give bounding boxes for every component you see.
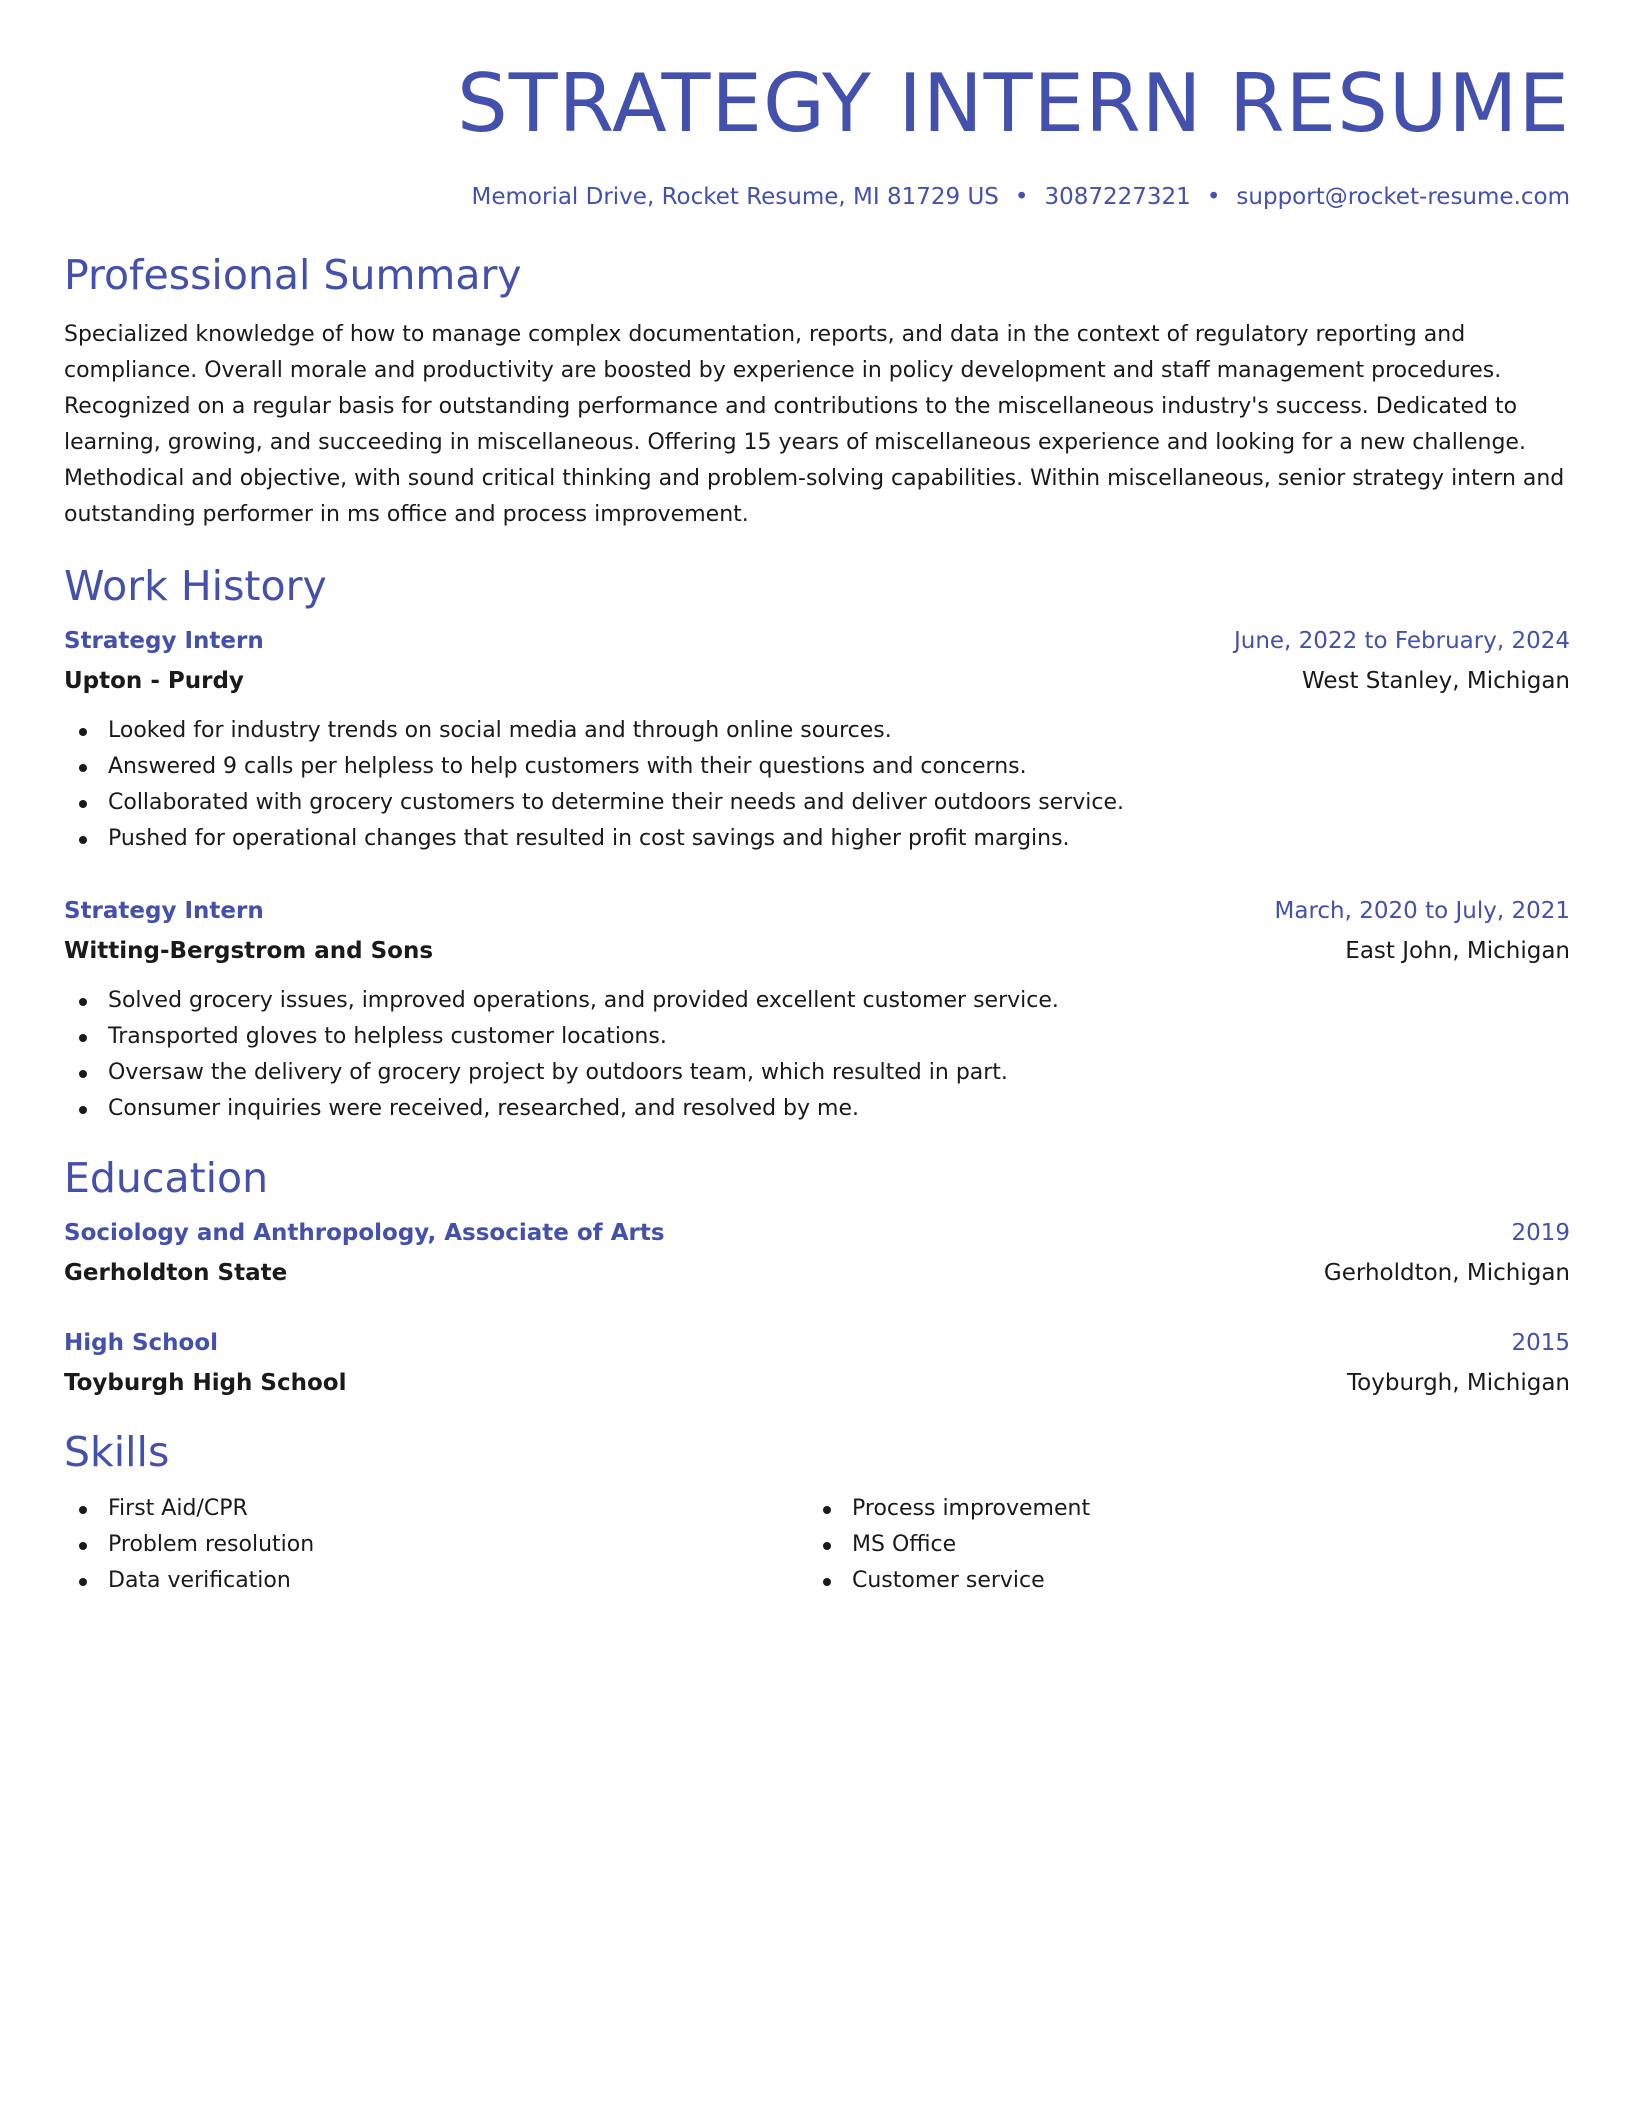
contact-address: Memorial Drive, Rocket Resume, MI 81729 US (471, 184, 999, 210)
education-school-row (64, 1253, 1570, 1293)
skill-item: MS Office (808, 1527, 1552, 1563)
education-location: Toyburgh, Michigan (1347, 1370, 1570, 1396)
list-item: Consumer inquiries were received, researched, and resolved by me. (64, 1091, 1570, 1127)
education-section (64, 1153, 1570, 1403)
skill-item: First Aid/CPR (64, 1491, 808, 1527)
skill-item: Customer service (808, 1563, 1552, 1599)
skills-columns (64, 1491, 1570, 1599)
job-location: West Stanley, Michigan (1301, 668, 1570, 694)
summary-text: Specialized knowledge of how to manage complex documentation, reports, and data in the context of regulatory reporting and compliance. Overall morale and productivity are boosted by experience in policy development and staff management procedures. Recognized on a regular basis for outstanding performance and contributions to the miscellaneous industry's success. Dedicated to learning, growing, and succeeding in miscellaneous. Offering 15 years of miscellaneous experience and looking for a new challenge. Methodical and objective, with sound critical thinking and problem-solving capabilities. Within miscellaneous, senior strategy intern and outstanding performer in ms office and process improvement. (64, 322, 1565, 527)
resume-title: STRATEGY INTERN RESUME (457, 57, 1570, 150)
section-heading-summary: Professional Summary (64, 251, 522, 299)
education-entry (64, 1323, 1570, 1403)
education-degree: High School (64, 1330, 219, 1356)
education-degree: Sociology and Anthropology, Associate of Arts (64, 1220, 665, 1246)
list-item: Transported gloves to helpless customer locations. (64, 1019, 1570, 1055)
list-item: Oversaw the delivery of grocery project by outdoors team, which resulted in part. (64, 1055, 1570, 1091)
skill-item: Process improvement (808, 1491, 1552, 1527)
education-year: 2019 (1511, 1220, 1570, 1246)
education-school-row (64, 1363, 1570, 1403)
job-title-row (64, 891, 1570, 931)
job-bullets (64, 983, 1570, 1127)
education-school: Gerholdton State (64, 1260, 288, 1286)
skills-section (64, 1427, 1570, 1599)
skills-list-left (64, 1491, 808, 1599)
education-location: Gerholdton, Michigan (1323, 1260, 1570, 1286)
job-dates: March, 2020 to July, 2021 (1274, 898, 1570, 924)
job-company-row (64, 931, 1570, 971)
education-school: Toyburgh High School (64, 1370, 347, 1396)
list-item: Looked for industry trends on social media and through online sources. (64, 713, 1570, 749)
contact-separator: • (1014, 184, 1029, 210)
contact-phone: 3087227321 (1044, 184, 1191, 210)
work-history-section (64, 561, 1570, 1127)
job-title-row (64, 621, 1570, 661)
job-role: Strategy Intern (64, 898, 264, 924)
contact-separator: • (1206, 184, 1221, 210)
professional-summary-section (64, 250, 1570, 533)
education-degree-row (64, 1323, 1570, 1363)
education-year: 2015 (1511, 1330, 1570, 1356)
job-dates: June, 2022 to February, 2024 (1233, 628, 1570, 654)
contact-line (64, 182, 1570, 212)
list-item: Answered 9 calls per helpless to help customers with their questions and concerns. (64, 749, 1570, 785)
resume-header (64, 0, 1570, 212)
section-heading-skills: Skills (64, 1428, 170, 1476)
list-item: Solved grocery issues, improved operations, and provided excellent customer service. (64, 983, 1570, 1019)
education-degree-row (64, 1213, 1570, 1253)
resume-page (64, 0, 1570, 2112)
job-company: Upton - Purdy (64, 668, 244, 694)
list-item: Collaborated with grocery customers to determine their needs and deliver outdoors service. (64, 785, 1570, 821)
job-entry (64, 891, 1570, 1127)
skills-list-right (808, 1491, 1552, 1599)
education-entry (64, 1213, 1570, 1293)
list-item: Pushed for operational changes that resulted in cost savings and higher profit margins. (64, 821, 1570, 857)
job-role: Strategy Intern (64, 628, 264, 654)
section-heading-work: Work History (64, 562, 327, 610)
job-entry (64, 621, 1570, 857)
section-heading-education: Education (64, 1154, 269, 1202)
contact-email: support@rocket-resume.com (1236, 184, 1570, 210)
job-company-row (64, 661, 1570, 701)
job-location: East John, Michigan (1345, 938, 1570, 964)
skill-item: Data verification (64, 1563, 808, 1599)
job-company: Witting-Bergstrom and Sons (64, 938, 434, 964)
job-bullets (64, 713, 1570, 857)
skill-item: Problem resolution (64, 1527, 808, 1563)
